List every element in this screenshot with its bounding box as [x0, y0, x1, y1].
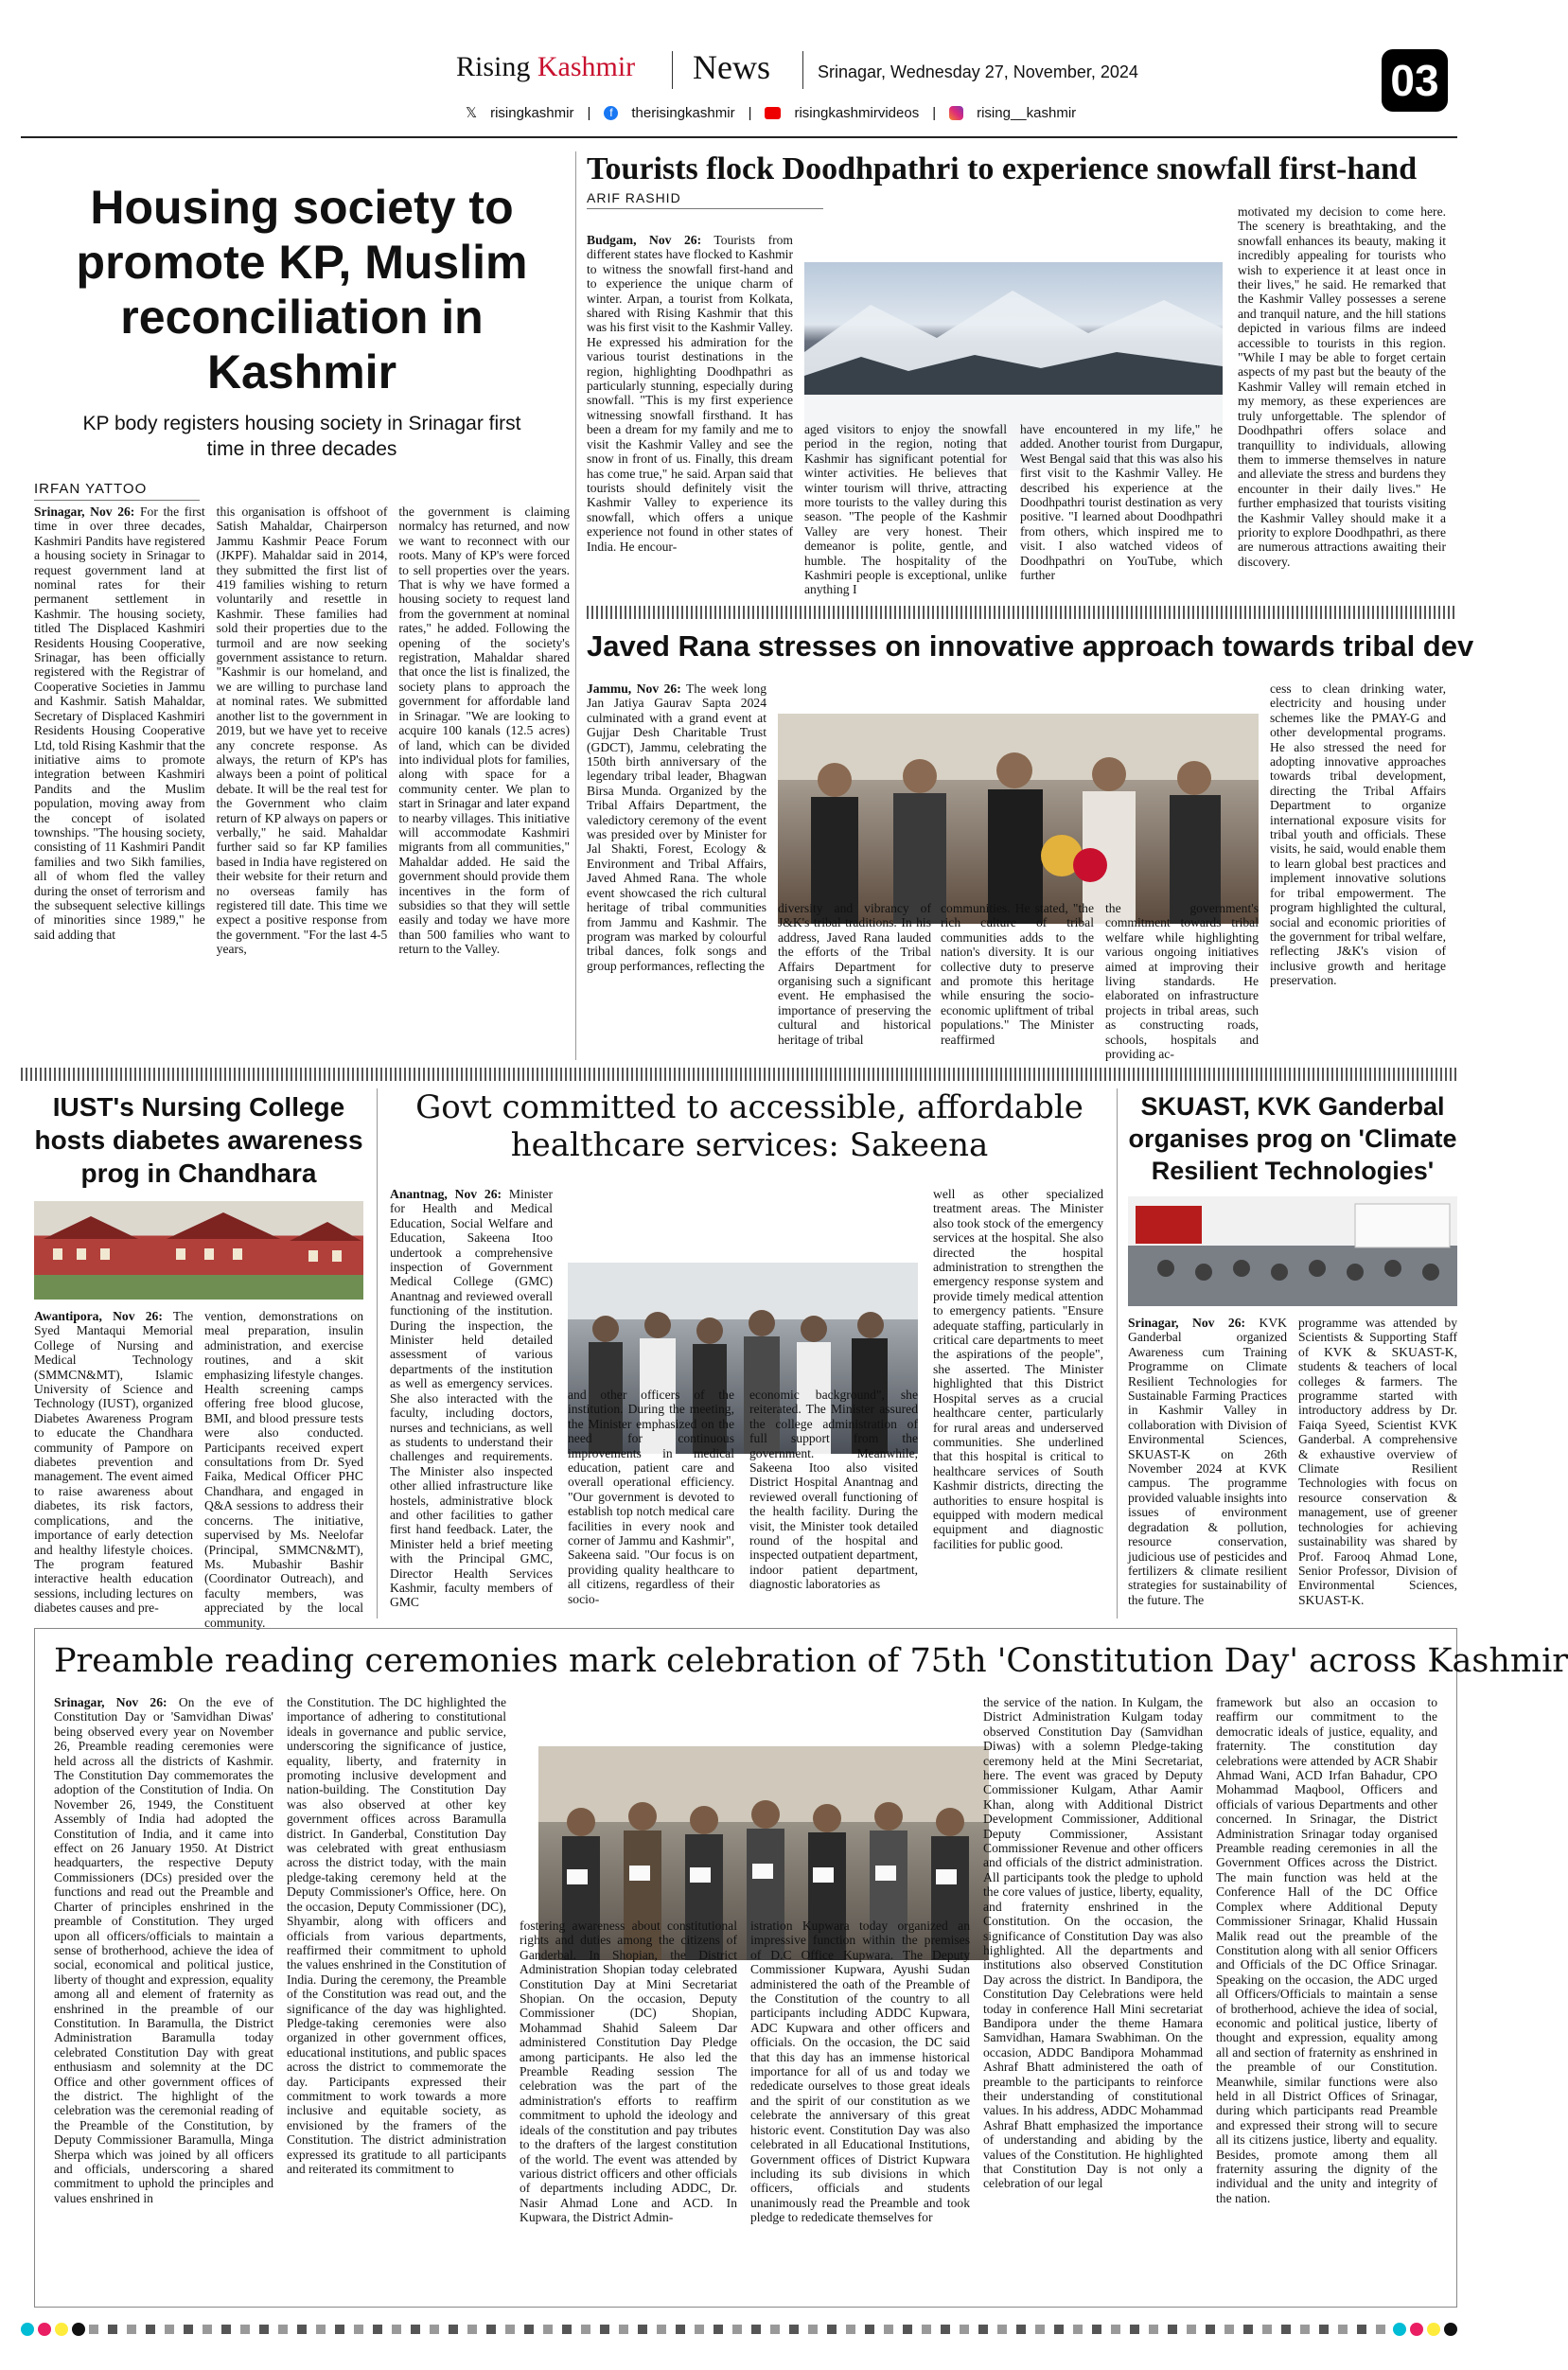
- dateline: Srinagar, Nov 26:: [54, 1695, 167, 1709]
- body-col-5: cess to clean drinking water, electricity and housing under schemes like the PMAY-G and other developmental programs. He also stressed the need for adopting innovative approaches towards tribal development, directing the Tribal Affairs Department to organize international exposure visits for tribal youth and officials. These visits, he said, would enable them to learn global best practices and implement innovative solutions for tribal empowerment. The program highlighted the cultural, social and economic priorities of the government for tribal welfare, reflecting J&K's vision of inclusive growth and heritage preservation.: [1270, 681, 1446, 988]
- story-body: [34, 1309, 363, 1631]
- section-rule: [21, 1068, 1457, 1081]
- headline: Javed Rana stresses on innovative approach towards tribal dev: [587, 629, 1474, 663]
- deck: KP body registers housing society in Srinagar first time in three decades: [82, 413, 521, 460]
- youtube-icon: [765, 107, 781, 119]
- divider: [802, 51, 803, 89]
- campus-photo: [34, 1201, 363, 1300]
- body-col-6: framework but also an occasion to reaffirm our commitment to the democratic ideals of justice, equality, and fraternity. The constitution day celebrations were attended by ACR Shabir Ahmad Wani, ACD Irfan Bahadur, CPO Mohammad Maqbool, Officers and officials of various Departments and other concerned. In Srinagar, the District Administration Srinagar today organised Preamble reading ceremonies in all the Government Offices across the District. The main function was held at the Conference Hall of the DC Office Complex where Additional Deputy Commissioner Srinagar, Khalid Hussain Malik read out the preamble of the Constitution along with all senior Officers and Officials of the DC Office Srinagar. Speaking on the occasion, the ADC urged all Officers/Officials to maintain a sense of brotherhood, achieve the idea of social, economic and political justice, liberty of thought and expression, equality among all and section of fraternity as enshrined in the preamble of our Constitution. Meanwhile, similar functions were also held in all District Offices of Srinagar, during which participants read Preamble and expressed their strong will to secure all its citizens justice, liberty and equality. Besides, promote among them all fraternity assuring the dignity of the individual and the unity and integrity of the nation.: [1216, 1695, 1437, 2205]
- body-col-1: For the first time in over three decades, Kashmiri Pandits have registered a housing society in Srinagar to request government land at nominal rates for their permanent settlement in Kashmir. The housing society, titled The Displaced Kashmiri Residents Housing Cooperative, Srinagar, has been officially registered with the Registrar of Cooperative Societies in Jammu and Kashmir. Satish Mahaldar, Secretary of Displaced Kashmiri Residents Housing Cooperative Ltd, told Rising Kashmir that the initiative aims to promote integration between Kashmiri Pandits and the Muslim population, moving away from the concept of isolated townships. "The housing society, consisting of 11 Kashmiri Pandit families and two Sikh families, all of whom fled the valley during the onset of terrorism and the subsequent selective killings of minorities since 1989," he said adding that: [34, 504, 205, 942]
- body-col-4: istration Kupwara today organized an impressive function within the premises of D.C Office Kupwara. The Deputy Commissioner Kupwara, Ayushi Sudan administered the oath of the Preamble of the Constitution of the country to all participants including ADDC Kupwara, ADC Kupwara and other officers and officials. On the occasion, the DC said that this day has an immense historical importance for all of us and today we rededicate ourselves to those great ideals and the spirit of our constitution as we celebrate the anniversary of this great historic event. Constitution Day was also celebrated in all Educational Institutions, Government offices of District Kupwara including its sub divisions in which officers, officials and students unanimously read the Preamble and took pledge to rededicate themselves for: [750, 1919, 970, 2225]
- body-col-2: vention, demonstrations on meal preparation, insulin administration, and exercise routines, and a skit emphasizing lifestyle changes. Health screening camps offering free blood glucose, BMI, and blood pressure tests were also conducted. Participants received expert consultations from Dr. Syed Faika, Medical Officer PHC Chandhara, and engaged in Q&A sessions to address their concerns. The initiative, supervised by Ms. Neelofar (Principal, SMMCN&MT), Ms. Mubashir Bashir (Coordinator Outreach), and faculty members, was appreciated by the local community.: [204, 1309, 363, 1630]
- registration-mark: [38, 2323, 51, 2336]
- social-youtube[interactable]: risingkashmirvideos: [794, 104, 920, 121]
- body-col-2: the Constitution. The DC highlighted the importance of adhering to constitutional ideals in governance and public service, underscoring the significance of justice, equality, liberty, and fraternity in promoting inclusive development and nation-building. The Constitution Day was also observed at other key government offices across Baramulla district. In Ganderbal, Constitution Day was celebrated with great enthusiasm across the district today, with the main pledge-taking ceremony held at the Deputy Commissioner's Office, here. On the occasion, Deputy Commissioner (DC), Shyambir, along with officers and officials from various departments, reaffirmed their commitment to uphold the values enshrined in the Constitution of India. During the ceremony, the Preamble of the Constitution was read out, and the significance of the day was highlighted. Pledge-taking ceremonies were also organized in other government offices, educational institutions, and public spaces across the district to commemorate the day. Participants expressed their commitment to work towards a more inclusive and equitable society, as envisioned by the framers of the Constitution. The district administration expressed its gratitude to all participants and reiterated its commitment to: [287, 1695, 506, 2176]
- brand-rising: Rising: [456, 51, 537, 82]
- brand-logo: [456, 51, 635, 83]
- body-col-3: economic background", she reiterated. The Minister assured the college administration of full support from the government. Meanwhile, Sakeena Itoo also visited District Hospital Anantnag and reviewed overall functioning of the health facility. During the visit, the Minister took detailed round of the hospital and inspected outpatient department, indoor patient department, diagnostic laboratories as: [749, 1388, 918, 1592]
- event-photo: [778, 714, 1259, 924]
- building-illustration: [34, 1201, 363, 1300]
- registration-mark: [1427, 2323, 1440, 2336]
- headline: Preamble reading ceremonies mark celebration of 75th 'Constitution Day' across Kashmir: [54, 1642, 1568, 1680]
- body-text: Minister for Health and Medical Education, Social Welfare and Education, Sakeena Itoo undertook a comprehensive inspection of Government Medical College (GMC) Anantnag and reviewed overall functioning of the institution. During the inspection, the Minister held detailed assessment of various departments of the institution as well as emergency services. She also interacted with the faculty, including doctors, nurses and technicians, as well as students to understand their challenges and requirements. The Minister also inspected other allied infrastructure like hostels, administrative block and other facilities to gather first hand feedback. Later, the Minister held a brief meeting with the Principal GMC, Director Health Services Kashmir, faculty members of GMC: [390, 1187, 553, 1610]
- body-col-2: programme was attended by Scientists & Supporting Staff of KVK & SKUAST-K, students & teachers of local colleges & farmers. The programme started with introductory address by Dr. Faiqa Syeed, Scientist KVK Ganderbal. A comprehensive & exhaustive overview of Climate Resilient Technologies with focus on resource conservation & management, use of greener technologies for achieving sustainability was shared by Prof. Farooq Ahmad Lone, Senior Professor, Division of Environmental Sciences, SKUAST-K.: [1298, 1316, 1457, 1607]
- social-bar: [466, 104, 1076, 121]
- divider: |: [748, 104, 752, 121]
- divider: [672, 51, 673, 89]
- dateline: Srinagar, Nov 26:: [1128, 1316, 1246, 1330]
- body-col-1: The Syed Mantaqui Memorial College of Nursing and Medical Technology (SMMCN&MT), Islamic University of Science and Technology (IUST), organized Diabetes Awareness Program to educate the Chandhara community of Pampore on diabetes prevention and management. The event aimed to raise awareness about diabetes, its risk factors, complications, and the importance of early detection and healthy lifestyle choices. The program featured interactive health education sessions, including lectures on diabetes causes and pre-: [34, 1309, 194, 1616]
- byline: ARIF RASHID: [587, 190, 823, 209]
- body-col-1: [54, 1695, 273, 2297]
- headline: SKUAST, KVK Ganderbal organises prog on 'Climate Resilient Technologies': [1128, 1092, 1457, 1185]
- story-constitution-day: [34, 1628, 1568, 2308]
- column-rule: [575, 151, 576, 1060]
- masthead: [445, 45, 1457, 131]
- section-rule: [587, 606, 1457, 619]
- story-skuast: [1128, 1090, 1457, 1613]
- story-housing-society: [34, 170, 570, 1060]
- registration-bar: [89, 2325, 1389, 2334]
- body-col-1: KVK Ganderbal organized Awareness cum Training Programme on Climate Resilient Technologies for Sustainable Farming Practices in Kashmir Valley in collaboration with Division of Environmental Sciences, SKUAST-K on 26th November 2024 at KVK campus. The programme provided valuable insights into issues of environment degradation & pollution, resource conservation, judicious use of pesticides and fertilizers & climate resilient strategies for sustainability of the future. The: [1128, 1316, 1288, 1607]
- body-col-3: the government is claiming normalcy has returned, and now we want to reconnect with our roots. Many of KP's were forced to sell properties over the years. That is why we have formed a housing society to request land from the government at nominal rates," he added. Following the opening of the society's registration, Mahaldar shared that once the list is finalized, the society plans to approach the government for affordable land in Srinagar. "We are looking to acquire 100 kanals (12.5 acres) of land, which can be divided into individual plots for families, along with space for a community center. We plan to start in Srinagar and later expand to nearby villages. This initiative will accommodate Kashmiri migrants from all communities," Mahaldar added. He said the government should provide them incentives in the form of subsidies so that they will settle easily and today we have more than 500 families who want to return to the Valley.: [398, 504, 571, 957]
- body-col-4: motivated my decision to come here. The scenery is breathtaking, and the snowfall enhances its beauty, making it incredibly appealing for tourists who wish to experience it at least once in their lives," he said. He remarked that the Kashmir Valley possesses a serene and tranquil nature, and the hill stations depicted in various films are indeed accessible to tourists in this region. "While I may be able to forget certain aspects of my past but the beauty of the Kashmir Valley will remain etched in my memory, as these experiences are truly unforgettable. The splendor of Doodhpathri offers solace and tranquillity to individuals, allowing them to immerse themselves in nature and alleviate the stress and burdens they encounter in their daily lives." He further emphasized that tourists visiting the Kashmir Valley should make it a priority to explore Doodhpathri, as there are numerous attractions awaiting their discovery.: [1238, 204, 1446, 569]
- body-col-3: fostering awareness about constitutional rights and duties among the citizens of Ganderbal. In Shopian, the District Administration Shopian today celebrated Constitution Day at Mini Secretariat Shopian. On the occasion, Deputy Commissioner (DC) Shopian, Mohammad Shahid Saleem Dar administered Constitution Day Pledge among participants. He also led the Preamble Reading session The celebration was the part of the administration's efforts to reaffirm commitment to uphold the ideology and ideals of the constitution and pay tributes to the drafters of the largest constitution of the world. The event was attended by various district officers and other officials of departments including ADDC, Dr. Nasir Ahmad Lone and ACD. In Kupwara, the District Admin-: [520, 1919, 737, 2225]
- dateline: Jammu, Nov 26:: [587, 681, 681, 696]
- social-facebook[interactable]: therisingkashmir: [631, 104, 735, 121]
- registration-mark: [55, 2323, 68, 2336]
- audience-illustration: [1128, 1196, 1457, 1306]
- people-illustration: [778, 714, 1259, 924]
- dateline: Budgam, Nov 26:: [587, 233, 702, 247]
- divider: |: [932, 104, 937, 121]
- body-col-1: [587, 681, 766, 1055]
- registration-mark: [1393, 2323, 1406, 2336]
- registration-mark: [21, 2323, 34, 2336]
- headline: IUST's Nursing College hosts diabetes awareness prog in Chandhara: [34, 1092, 363, 1188]
- issue-date: Srinagar, Wednesday 27, November, 2024: [818, 62, 1138, 81]
- story-body: [1128, 1316, 1457, 1607]
- divider: |: [587, 104, 591, 121]
- brand-kashmir: Kashmir: [537, 51, 636, 82]
- headline: Tourists flock Doodhpathri to experience snowfall first-hand: [587, 151, 1418, 186]
- body-col-2: diversity and vibrancy of J&K's tribal traditions. In his address, Javed Rana lauded the efforts of the Tribal Affairs Department for organising such a significant event. He emphasised the importance of preserving the cultural and historical heritage of tribal: [778, 901, 931, 1047]
- dateline: Anantnag, Nov 26:: [390, 1187, 502, 1201]
- story-javed-rana: [587, 629, 1474, 1062]
- body-col-2: and other officers of the institution. During the meeting, the Minister emphasized on the need for continuous improvements in medical education, patient care and overall operational efficiency. "Our government is devoted to establish top notch medical care facilities in every nook and corner of Jammu and Kashmir", Sakeena said. "Our focus is on providing quality healthcare to all citizens, regardless of their socio-: [568, 1388, 734, 1606]
- story-body: [34, 504, 570, 1063]
- story-iust-nursing: [34, 1090, 363, 1630]
- x-icon: 𝕏: [466, 105, 478, 121]
- social-x[interactable]: risingkashmir: [490, 104, 574, 121]
- headline: Housing society to promote KP, Muslim reconciliation in Kashmir: [76, 181, 528, 398]
- print-registration-strip: [21, 2321, 1457, 2338]
- masthead-rule: [21, 136, 1457, 138]
- page-number: 03: [1382, 49, 1448, 112]
- body-col-1: [587, 233, 793, 588]
- body-text: Tourists from different states have flocked to Kashmir to witness the snowfall first-hand and to experience the unique charm of winter. Arpan, a tourist from Kolkata, shared with Rising Kashmir that this was his first visit to the Kashmir Valley. He expressed his admiration for the various tourist destinations in the region, highlighting Doodhpathri as particularly stunning, especially during snowfall. "This is my first experience witnessing snowfall firsthand. It has been a dream for my family and me to visit the Kashmir Valley and see the snow in front of us. Finally, this dream has come true," he said. Arpan said that tourists should definitely visit the Kashmir Valley to experience its snowfall, which offers a unique experience not found in other states of India. He encour-: [587, 233, 793, 554]
- social-instagram[interactable]: rising__kashmir: [977, 104, 1077, 121]
- body-col-2: aged visitors to enjoy the snowfall period in the region, noting that Kashmir has significant potential for winter activities. He believes that winter tourism will thrive, attracting more tourists to the valley during this season. "The people of the Kashmir Valley are very honest. Their demeanor is polite, gentle, and humble. The hospitality of the Kashmiri people is exceptional, unlike anything I: [804, 422, 1007, 597]
- body-text: The week long Jan Jatiya Gaurav Sapta 2024 culminated with a grand event at Gujjar Desh Charitable Trust (GDCT), Jammu, celebrating the 150th birth anniversary of the legendary tribal leader, Bhagwan Birsa Munda. Organized by the Tribal Affairs Department, the valedictory ceremony of the event was presided over by Minister for Jal Shakti, Forest, Ecology & Environment and Tribal Affairs, Javed Ahmed Rana. The whole event showcased the rich cultural heritage of tribal communities from Jammu and Kashmir. The program was marked by colourful tribal dances, folk songs and group performances, reflecting the: [587, 681, 767, 973]
- column-rule: [1117, 1088, 1118, 1618]
- instagram-icon: [949, 106, 963, 120]
- body-col-3: have encountered in my life," he added. Another tourist from Durgapur, West Bengal said that this was also his first visit to the Kashmir Valley. He described his experience at the Doodhpathri tourist destination as very positive. "I learned about Doodhpathri from others, which inspired me to visit. I also watched videos of Doodhpathri on YouTube, which further: [1020, 422, 1223, 583]
- body-col-1: [390, 1187, 553, 1613]
- registration-mark: [1410, 2323, 1423, 2336]
- column-rule: [377, 1088, 378, 1618]
- registration-mark: [72, 2323, 85, 2336]
- dateline: Awantipora, Nov 26:: [34, 1309, 163, 1323]
- headline: Govt committed to accessible, affordable healthcare services: Sakeena: [415, 1088, 1084, 1164]
- story-sakeena: [390, 1088, 1109, 1615]
- byline: IRFAN YATTOO: [34, 481, 200, 501]
- registration-mark: [1444, 2323, 1457, 2336]
- body-col-4: well as other specialized treatment areas. The Minister also took stock of the emergency services at the hospital. She also directed the hospital administration to strengthen the emergency response system and provide timely medical attention to emergency patients. "Ensure adequate staffing, particularly in critical care departments to meet the aspirations of the people", she asserted. The Minister highlighted that this District Hospital serves as a crucial healthcare center, particularly for rural areas and underserved communities. She underlined that this hospital is critical to healthcare services of South Kashmir districts, directing the authorities to ensure hospital is equipped with modern medical equipment and diagnostic facilities for public good.: [933, 1187, 1103, 1551]
- training-photo: [1128, 1196, 1457, 1306]
- story-doodhpathri: [587, 151, 1457, 596]
- body-col-4: the government's commitment towards tribal welfare while highlighting various ongoing initiatives aimed at improving their living standards. He elaborated on infrastructure projects in tribal areas, such as constructing roads, schools, hospitals and providing ac-: [1105, 901, 1259, 1062]
- section-label: News: [693, 48, 770, 86]
- body-col-2: this organisation is offshoot of Satish Mahaldar, Chairperson Jammu Kashmir Peace Forum (JKPF). Mahaldar said in 2014, they submitted the first list of 419 families wishing to return voluntarily and resettle in Kashmir. These families had sold their properties due to the turmoil and are now seeking government assistance to return. "Kashmir is our homeland, and we are willing to purchase land at nominal rates. We submitted another list to the government in 2019, but we have yet to receive any concrete response. As always, the return of KP's has always been a point of political debate. It will be the real test for the Government who claim return of KP always on papers or verbally," he said. Mahaldar further said so far KP families based in India have registered on their website for their return and no overseas family has registered till date. This time we expect a positive response from the government. "For the last 4-5 years,: [216, 504, 388, 957]
- dateline: Srinagar, Nov 26:: [34, 504, 135, 519]
- facebook-icon: f: [604, 106, 618, 120]
- body-text: On the eve of Constitution Day or 'Samvidhan Diwas' being observed every year on November 26, Preamble reading ceremonies were held across all the districts of Kashmir. The Constitution Day commemorates the adoption of the Constitution of India. On November 26, 1949, the Constituent Assembly of India had adopted the Constitution of India, and it came into effect on 26 January 1950. At District headquarters, the respective Deputy Commissioners (DCs) presided over the functions and read out the Preamble and Charter of principles enshrined in the preamble of Constitution. They urged upon all officers/officials to maintain a sense of brotherhood, achieve the idea of social, economical and political justice, liberty of thought and expression, equality among all and element of fraternity as enshrined in the preamble of our Constitution. In Baramulla, the District Administration Baramulla today celebrated Constitution Day with great enthusiasm and solemnity at the DC Office and other government offices of the district. The highlight of the celebration was the ceremonial reading of the Preamble of the Constitution, by Deputy Commissioner Baramulla, Minga Sherpa which was joined by all officers and officials, underscoring a shared commitment to uphold the principles and values enshrined in: [54, 1695, 273, 2205]
- body-col-3: communities. He stated, "the rich culture of tribal communities adds to the nation's diversity. It is our collective duty to preserve and promote this heritage while ensuring the socio-economic upliftment of tribal populations." The Minister reaffirmed: [941, 901, 1094, 1047]
- body-col-5: the service of the nation. In Kulgam, the District Administration Kulgam today observed Constitution Day (Samvidhan Diwas) with a solemn Pledge-taking ceremony held at the Mini Secretariat, here. The event was graced by Deputy Commissioner Kulgam, Athar Aamir Khan, along with Additional District Development Commissioner, Additional Deputy Commissioner, Assistant Commissioner Revenue and other officers and officials of the district administration. All participants took the pledge to uphold the core values of justice, liberty, equality, and fraternity enshrined in the Constitution. On the occasion, the significance of Constitution Day was also highlighted. All the departments and institutions also observed Constitution Day across the district. In Bandipora, the Constitution Day Celebrations were held today in conference Hall Mini secretariat Bandipora under the theme Hamara Samvidhan, Hamara Swabhiman. On the occasion, ADDC Bandipora Mohammad Ashraf Bhatt administered the oath of preamble to the participants to reinforce their understanding of constitutional values. In his address, ADDC Mohammad Ashraf Bhatt emphasized the importance of understanding and abiding by the values of the Constitution. He highlighted that Constitution Day is not only a celebration of our legal: [983, 1695, 1203, 2191]
